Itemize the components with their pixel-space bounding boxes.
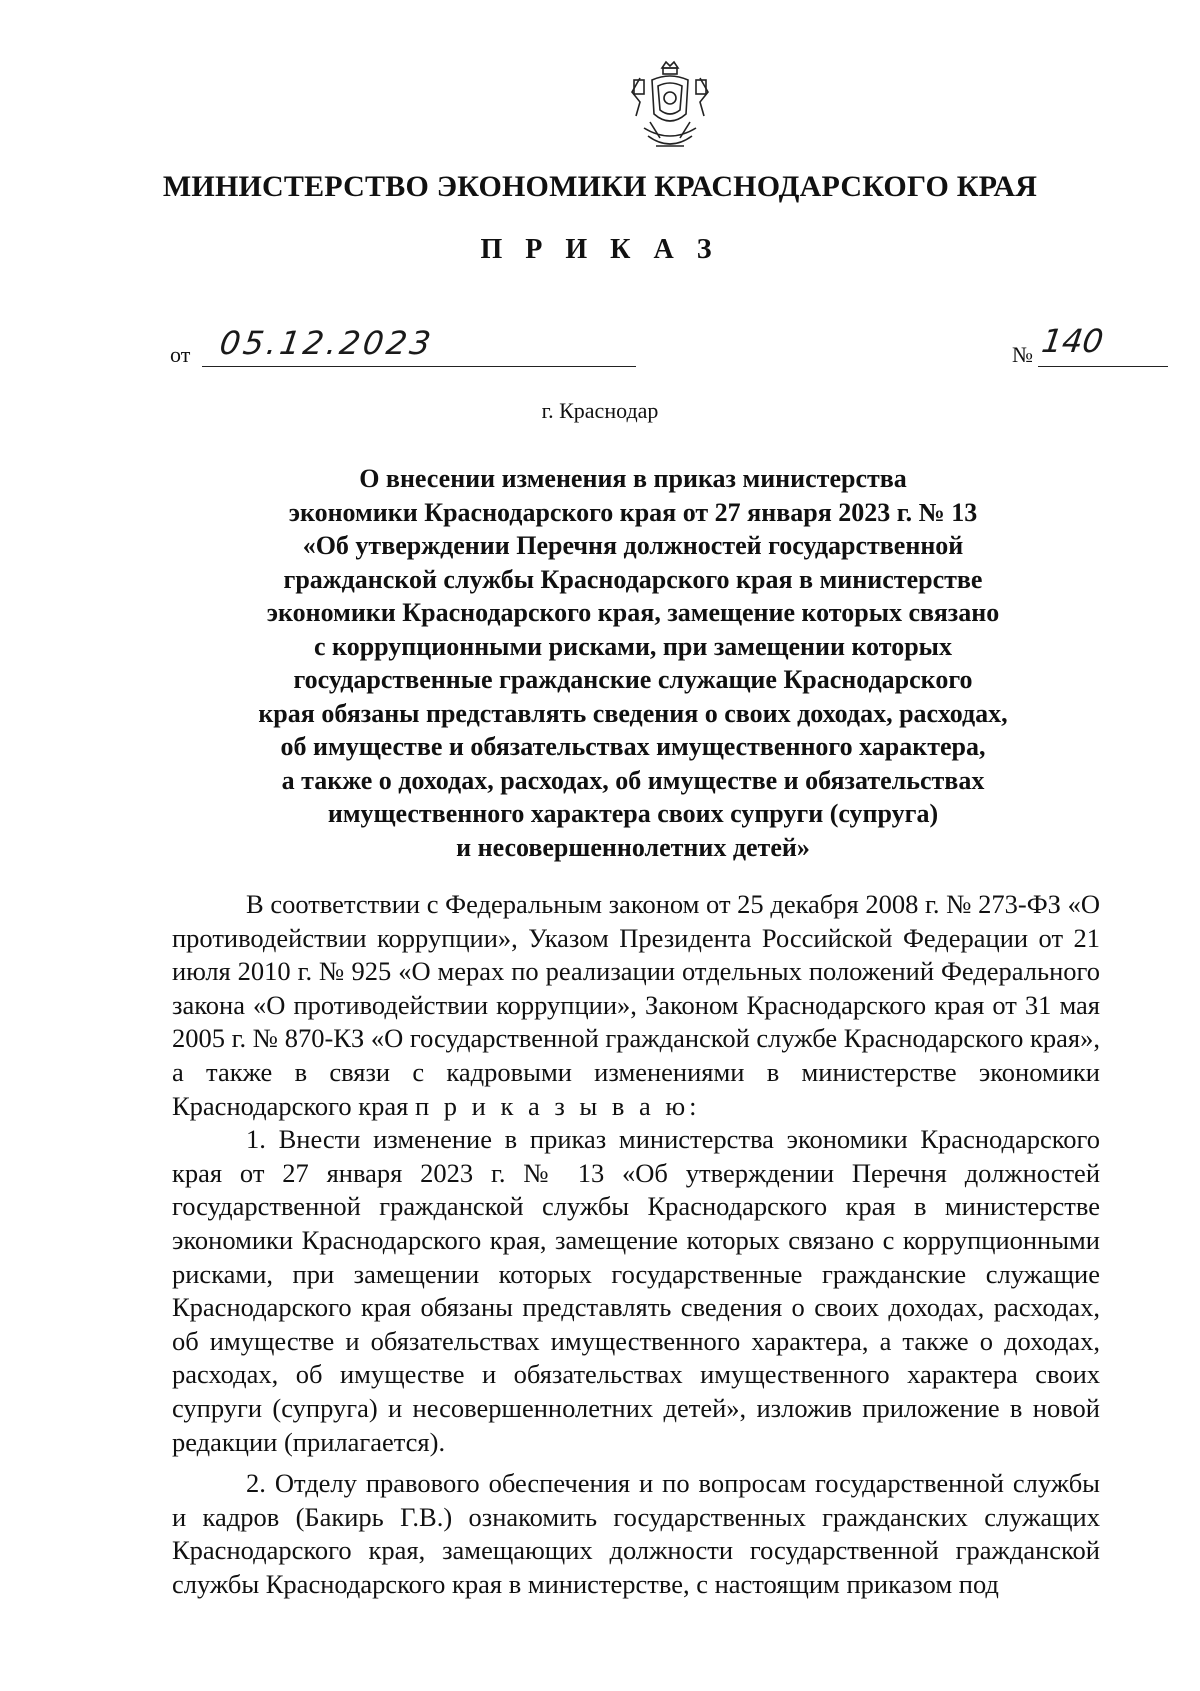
number-underline [1038, 366, 1168, 367]
city: г. Краснодар [541, 398, 659, 423]
order-title [200, 462, 1066, 864]
intro-text: В соответствии с Федеральным законом от 25 декабря 2008 г. № 273-ФЗ «О противодействии коррупции», Указом Президента Российской Федерации от 21 июля 2010 г. № 925 «О мерах по реализации отдельных положений Федерального закона «О противодействии коррупции», Законом Краснодарского края от 31 мая 2005 г. № 870-КЗ «О государственной гражданской службе Краснодарского края», а также в связи с кадровыми изменениями в министерстве экономики Краснодарского края [172, 889, 1100, 1121]
title-line: государственные гражданские служащие Краснодарского [293, 665, 973, 694]
item-2-paragraph: 2. Отделу правового обеспечения и по вопросам государственной службы и кадров (Бакирь Г.В.) ознакомить государственных гражданских служащих Краснодарского края, замещающих должности государственной гражданской службы Краснодарского края в министерстве, с настоящим приказом под [172, 1468, 1100, 1599]
handwritten-number: 140 [1039, 322, 1106, 360]
title-line: О внесении изменения в приказ министерства [359, 464, 907, 493]
handwritten-date: 05.12.2023 [217, 324, 436, 362]
title-line: и несовершеннолетних детей» [456, 832, 810, 862]
order-body [172, 888, 1100, 1601]
title-line: гражданской службы Краснодарского края в министерстве [283, 564, 983, 594]
date-prefix: от [170, 342, 191, 367]
title-line: с коррупционными рисками, при замещении которых [314, 631, 952, 661]
title-line: экономики Краснодарского края от 27 января 2023 г. № 13 [288, 497, 978, 527]
document-type: П Р И К А З [480, 234, 720, 265]
intro-paragraph [172, 888, 1100, 1123]
title-line: «Об утверждении Перечня должностей государственной [302, 531, 964, 560]
title-line: а также о доходах, расходах, об имуществе и обязательствах [281, 765, 985, 795]
order-word: п р и к а з ы в а ю: [414, 1090, 701, 1121]
ministry-name: МИНИСТЕРСТВО ЭКОНОМИКИ КРАСНОДАРСКОГО КРАЯ [162, 170, 1038, 203]
title-line: экономики Краснодарского края, замещение которых связано [266, 598, 1000, 627]
date-underline [202, 366, 636, 367]
number-prefix: № [1012, 342, 1033, 367]
coat-of-arms-emblem [620, 58, 720, 160]
item-1-paragraph: 1. Внести изменение в приказ министерства экономики Краснодарского края от 27 января 2023 г. № 13 «Об утверждении Перечня должностей государственной гражданской службы Краснодарского края в министерстве экономики Краснодарского края, замещение которых связано с коррупционными рисками, при замещении которых государственные гражданские служащие Краснодарского края обязаны представлять сведения о своих доходах, расходах, об имуществе и обязательствах имущественного характера, а также о доходах, расходах, об имуществе и обязательствах имущественного характера своих супруги (супруга) и несовершеннолетних детей», изложив приложение в новой редакции (прилагается). [172, 1124, 1100, 1457]
title-line: имущественного характера своих супруги (супруга) [327, 799, 939, 828]
title-line: края обязаны представлять сведения о своих доходах, расходах, [258, 698, 1008, 728]
title-line: об имуществе и обязательствах имущественного характера, [280, 732, 986, 761]
date-number-row [170, 322, 1170, 370]
